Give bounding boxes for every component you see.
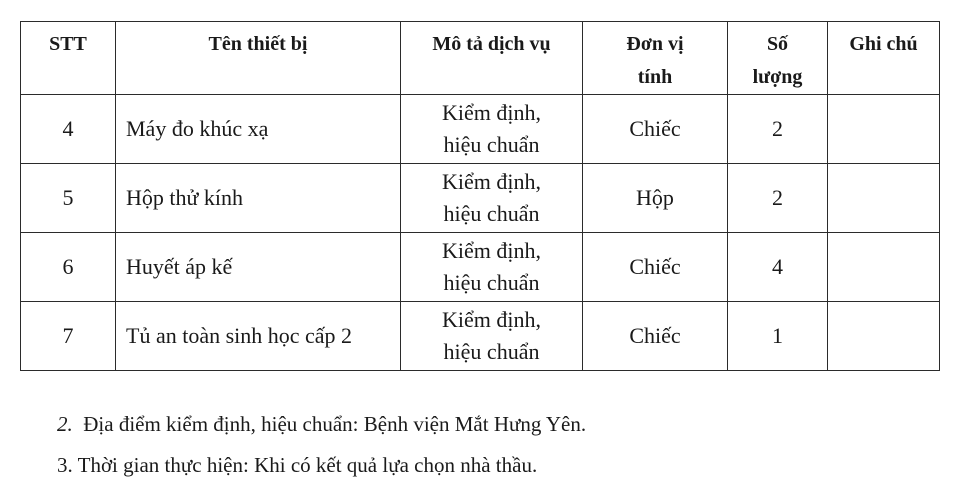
cell-service-description <box>401 95 583 164</box>
note-number: 2. <box>57 412 73 436</box>
cell-quantity: 2 <box>728 95 828 164</box>
cell-unit: Chiếc <box>583 233 728 302</box>
note-text: Địa điểm kiểm định, hiệu chuẩn: Bệnh viện Mắt Hưng Yên. <box>83 412 587 436</box>
cell-stt: 7 <box>21 302 116 371</box>
cell-unit: Chiếc <box>583 302 728 371</box>
cell-service-description <box>401 164 583 233</box>
header-quantity-line2: lượng <box>752 66 803 88</box>
desc-line2: hiệu chuẩn <box>443 270 540 295</box>
cell-device-name: Máy đo khúc xạ <box>116 95 401 164</box>
header-unit-line1: Đơn vị <box>626 33 684 55</box>
cell-stt: 4 <box>21 95 116 164</box>
cell-note <box>828 95 940 164</box>
table-row <box>21 95 940 164</box>
cell-quantity: 2 <box>728 164 828 233</box>
equipment-table <box>20 21 940 371</box>
header-quantity <box>728 22 828 95</box>
header-service-description: Mô tả dịch vụ <box>401 22 583 95</box>
desc-line2: hiệu chuẩn <box>443 132 540 157</box>
table-row <box>21 233 940 302</box>
header-stt: STT <box>21 22 116 95</box>
cell-device-name: Huyết áp kế <box>116 233 401 302</box>
note-execution-time <box>57 451 537 479</box>
desc-line1: Kiểm định, <box>442 307 541 332</box>
table-row <box>21 164 940 233</box>
cell-note <box>828 302 940 371</box>
cell-note <box>828 233 940 302</box>
desc-line1: Kiểm định, <box>442 100 541 125</box>
cell-quantity: 4 <box>728 233 828 302</box>
cell-device-name: Tủ an toàn sinh học cấp 2 <box>116 302 401 371</box>
table-header-row <box>21 22 940 95</box>
cell-quantity: 1 <box>728 302 828 371</box>
cell-note <box>828 164 940 233</box>
desc-line2: hiệu chuẩn <box>443 339 540 364</box>
header-note: Ghi chú <box>828 22 940 95</box>
header-unit-line2: tính <box>637 66 673 88</box>
header-device-name: Tên thiết bị <box>116 22 401 95</box>
cell-unit: Chiếc <box>583 95 728 164</box>
cell-service-description <box>401 233 583 302</box>
cell-stt: 6 <box>21 233 116 302</box>
header-unit <box>583 22 728 95</box>
cell-stt: 5 <box>21 164 116 233</box>
note-text: 3. Thời gian thực hiện: Khi có kết quả lựa chọn nhà thầu. <box>57 453 538 477</box>
header-quantity-line1: Số <box>766 33 789 55</box>
table-row <box>21 302 940 371</box>
desc-line1: Kiểm định, <box>442 169 541 194</box>
cell-unit: Hộp <box>583 164 728 233</box>
desc-line2: hiệu chuẩn <box>443 201 540 226</box>
desc-line1: Kiểm định, <box>442 238 541 263</box>
cell-service-description <box>401 302 583 371</box>
cell-device-name: Hộp thử kính <box>116 164 401 233</box>
note-inspection-location <box>57 410 586 438</box>
